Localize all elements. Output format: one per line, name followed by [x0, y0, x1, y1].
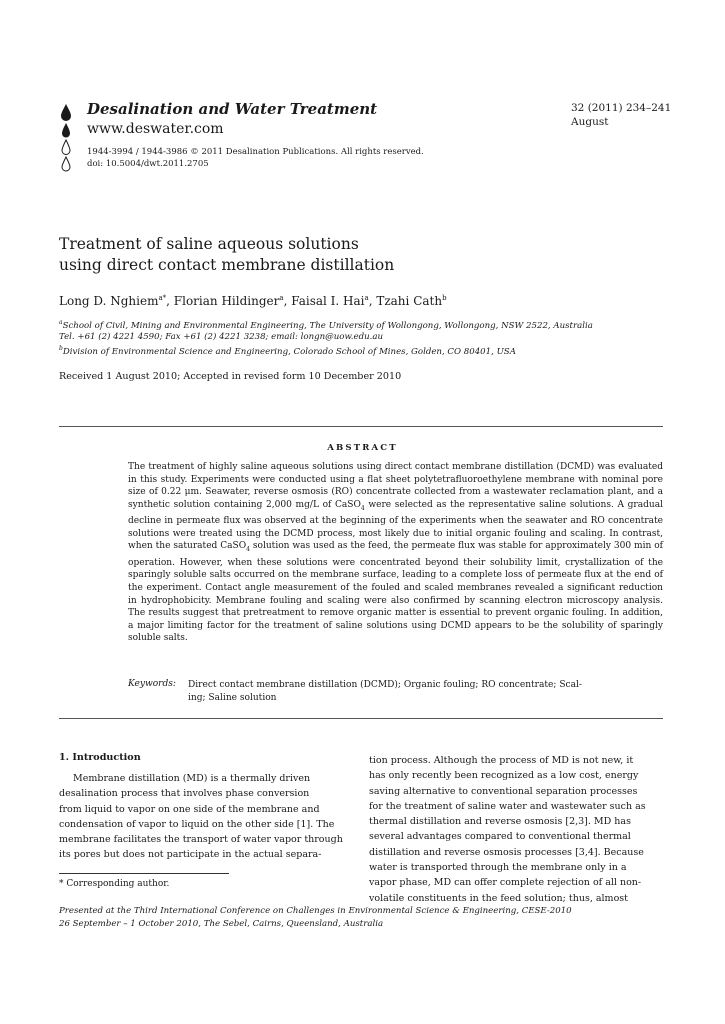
keywords-text	[188, 679, 664, 704]
abstract-part: solution was used as the feed, the permeate flux was stable for approximately 300 min of operation. However, when these solutions were concentrated beyond their solubility limit, crystallization of the sparingly soluble salts occurred on the membrane surface, leading to a complete loss of permeate flux at the end of the experiment. Contact angle measurement of the fouled and scaled membranes revealed a significant reduction in hydrophobicity. Membrane fouling and scaling were also confirmed by scanning electron microscopy analysis. The results suggest that pretreatment to remove organic matter is essential to prevent organic fouling. In addition, a major limiting factor for the treatment of saline solutions using DCMD appears to be the solubility of sparingly soluble salts.	[128, 541, 663, 644]
footnote: * Corresponding author.	[59, 879, 170, 889]
author-name: Florian Hildinger	[173, 294, 280, 308]
author-mark: a	[279, 294, 284, 302]
footnote-divider	[59, 873, 229, 874]
text-line: its pores but does not participate in the actual separa-	[59, 849, 322, 861]
abstract-part: were selected as the representative saline solutions. A gradual decline in permeate flux was observed at the beginning of the experiments when the seawater and RO concentrate solutions were treated using the DCMD process, most likely due to initial organic fouling and scaling. In contrast, when the saturated CaSO	[128, 499, 663, 552]
title-line: Treatment of saline aqueous solutions	[59, 235, 359, 253]
divider	[59, 426, 663, 427]
text-line: from liquid to vapor on one side of the membrane and	[59, 803, 320, 815]
text-line: saving alternative to conventional separation processes	[369, 785, 638, 797]
text-line: volatile constituents in the feed solution; thus, almost	[369, 892, 628, 904]
text-line: several advantages compared to conventional thermal	[369, 831, 631, 843]
volume-pages: 32 (2011) 234–241	[571, 102, 672, 114]
keywords-line: Direct contact membrane distillation (DCMD); Organic fouling; RO concentrate; Scal-	[188, 680, 582, 690]
water-drops-logo-icon	[58, 102, 74, 172]
text-line: membrane facilitates the transport of water vapor through	[59, 834, 343, 846]
abstract-part: The treatment of highly saline aqueous solutions using direct contact membrane distillation (DCMD) was evaluated in this study. Experiments were conducted using a flat sheet polytetrafluoroethylene membrane with nominal pore size of 0.22 μm. Seawater, reverse osmosis (RO) concentrate collected from a wastewater reclamation plant, and a synthetic solution containing 2,000 mg/L of CaSO	[128, 462, 663, 510]
author-name: Tzahi Cath	[376, 294, 443, 308]
intro-left-column	[59, 771, 353, 863]
journal-website: www.deswater.com	[87, 121, 224, 137]
subscript: 4	[360, 504, 365, 512]
volume-info	[571, 101, 671, 129]
conference-line: 26 September – 1 October 2010, The Sebel, Cairns, Queensland, Australia	[59, 919, 384, 929]
divider	[59, 718, 663, 719]
doi: doi: 10.5004/dwt.2011.2705	[87, 159, 209, 169]
issue-month: August	[571, 116, 609, 128]
author-mark: a	[364, 294, 369, 302]
text-line: condensation of vapor to liquid on the other side [1]. The	[59, 818, 335, 830]
text-line: Membrane distillation (MD) is a thermally driven	[73, 773, 311, 784]
paper-title	[59, 234, 394, 276]
received-dates: Received 1 August 2010; Accepted in revised form 10 December 2010	[59, 371, 402, 382]
author-name: Long D. Nghiem	[59, 294, 159, 308]
conference-note	[59, 905, 659, 931]
contact-info: Tel. +61 (2) 4221 4590; Fax +61 (2) 4221 3238; email: longn@uow.edu.au	[59, 332, 384, 342]
author-name: Faisal I. Hai	[291, 294, 365, 308]
title-line: using direct contact membrane distillation	[59, 256, 395, 274]
text-line: tion process. Although the process of MD is not new, it	[369, 755, 634, 766]
author-mark: a*	[158, 294, 167, 302]
text-line: vapor phase, MD can offer complete rejection of all non-	[369, 877, 642, 889]
keywords-line: ing; Saline solution	[188, 692, 277, 703]
affiliation-b	[59, 345, 516, 357]
text-line: for the treatment of saline water and wastewater such as	[369, 800, 646, 812]
abstract-heading: ABSTRACT	[327, 443, 398, 453]
abstract-text	[128, 461, 663, 645]
affiliation-a	[59, 319, 593, 331]
intro-right-column	[369, 753, 663, 906]
text-line: desalination process that involves phase conversion	[59, 788, 310, 800]
text-line: water is transported through the membrane only in a	[369, 862, 627, 874]
journal-name: Desalination and Water Treatment	[87, 100, 378, 118]
text-line: distillation and reverse osmosis processes [3,4]. Because	[369, 846, 644, 858]
conference-line: Presented at the Third International Conference on Challenges in Environmental Science & Engineering, CESE-2010	[59, 906, 572, 916]
affiliation-text: School of Civil, Mining and Environmental Engineering, The University of Wollongong, Wollongong, NSW 2522, Australia	[62, 320, 593, 331]
keywords-label: Keywords:	[128, 679, 176, 689]
author-list: Long D. Nghiem$^{a*}$, Florian Hildinger$^a$, Faisal I. Hai$^a$, Tzahi Cath$^b$	[59, 294, 447, 308]
affiliation-text: Division of Environmental Science and Engineering, Colorado School of Mines, Golden, CO 80401, USA	[62, 346, 516, 357]
text-line: thermal distillation and reverse osmosis [2,3]. MD has	[369, 816, 631, 828]
subscript: 4	[246, 546, 250, 554]
text-line: has only recently been recognized as a low cost, energy	[369, 770, 639, 782]
section-heading: 1. Introduction	[59, 752, 141, 763]
issn-copyright: 1944-3994 / 1944-3986 © 2011 Desalination Publications. All rights reserved.	[87, 147, 424, 157]
affiliation-mark: a	[59, 319, 63, 326]
affiliation-mark: b	[59, 345, 63, 352]
author-mark: b	[442, 294, 447, 302]
